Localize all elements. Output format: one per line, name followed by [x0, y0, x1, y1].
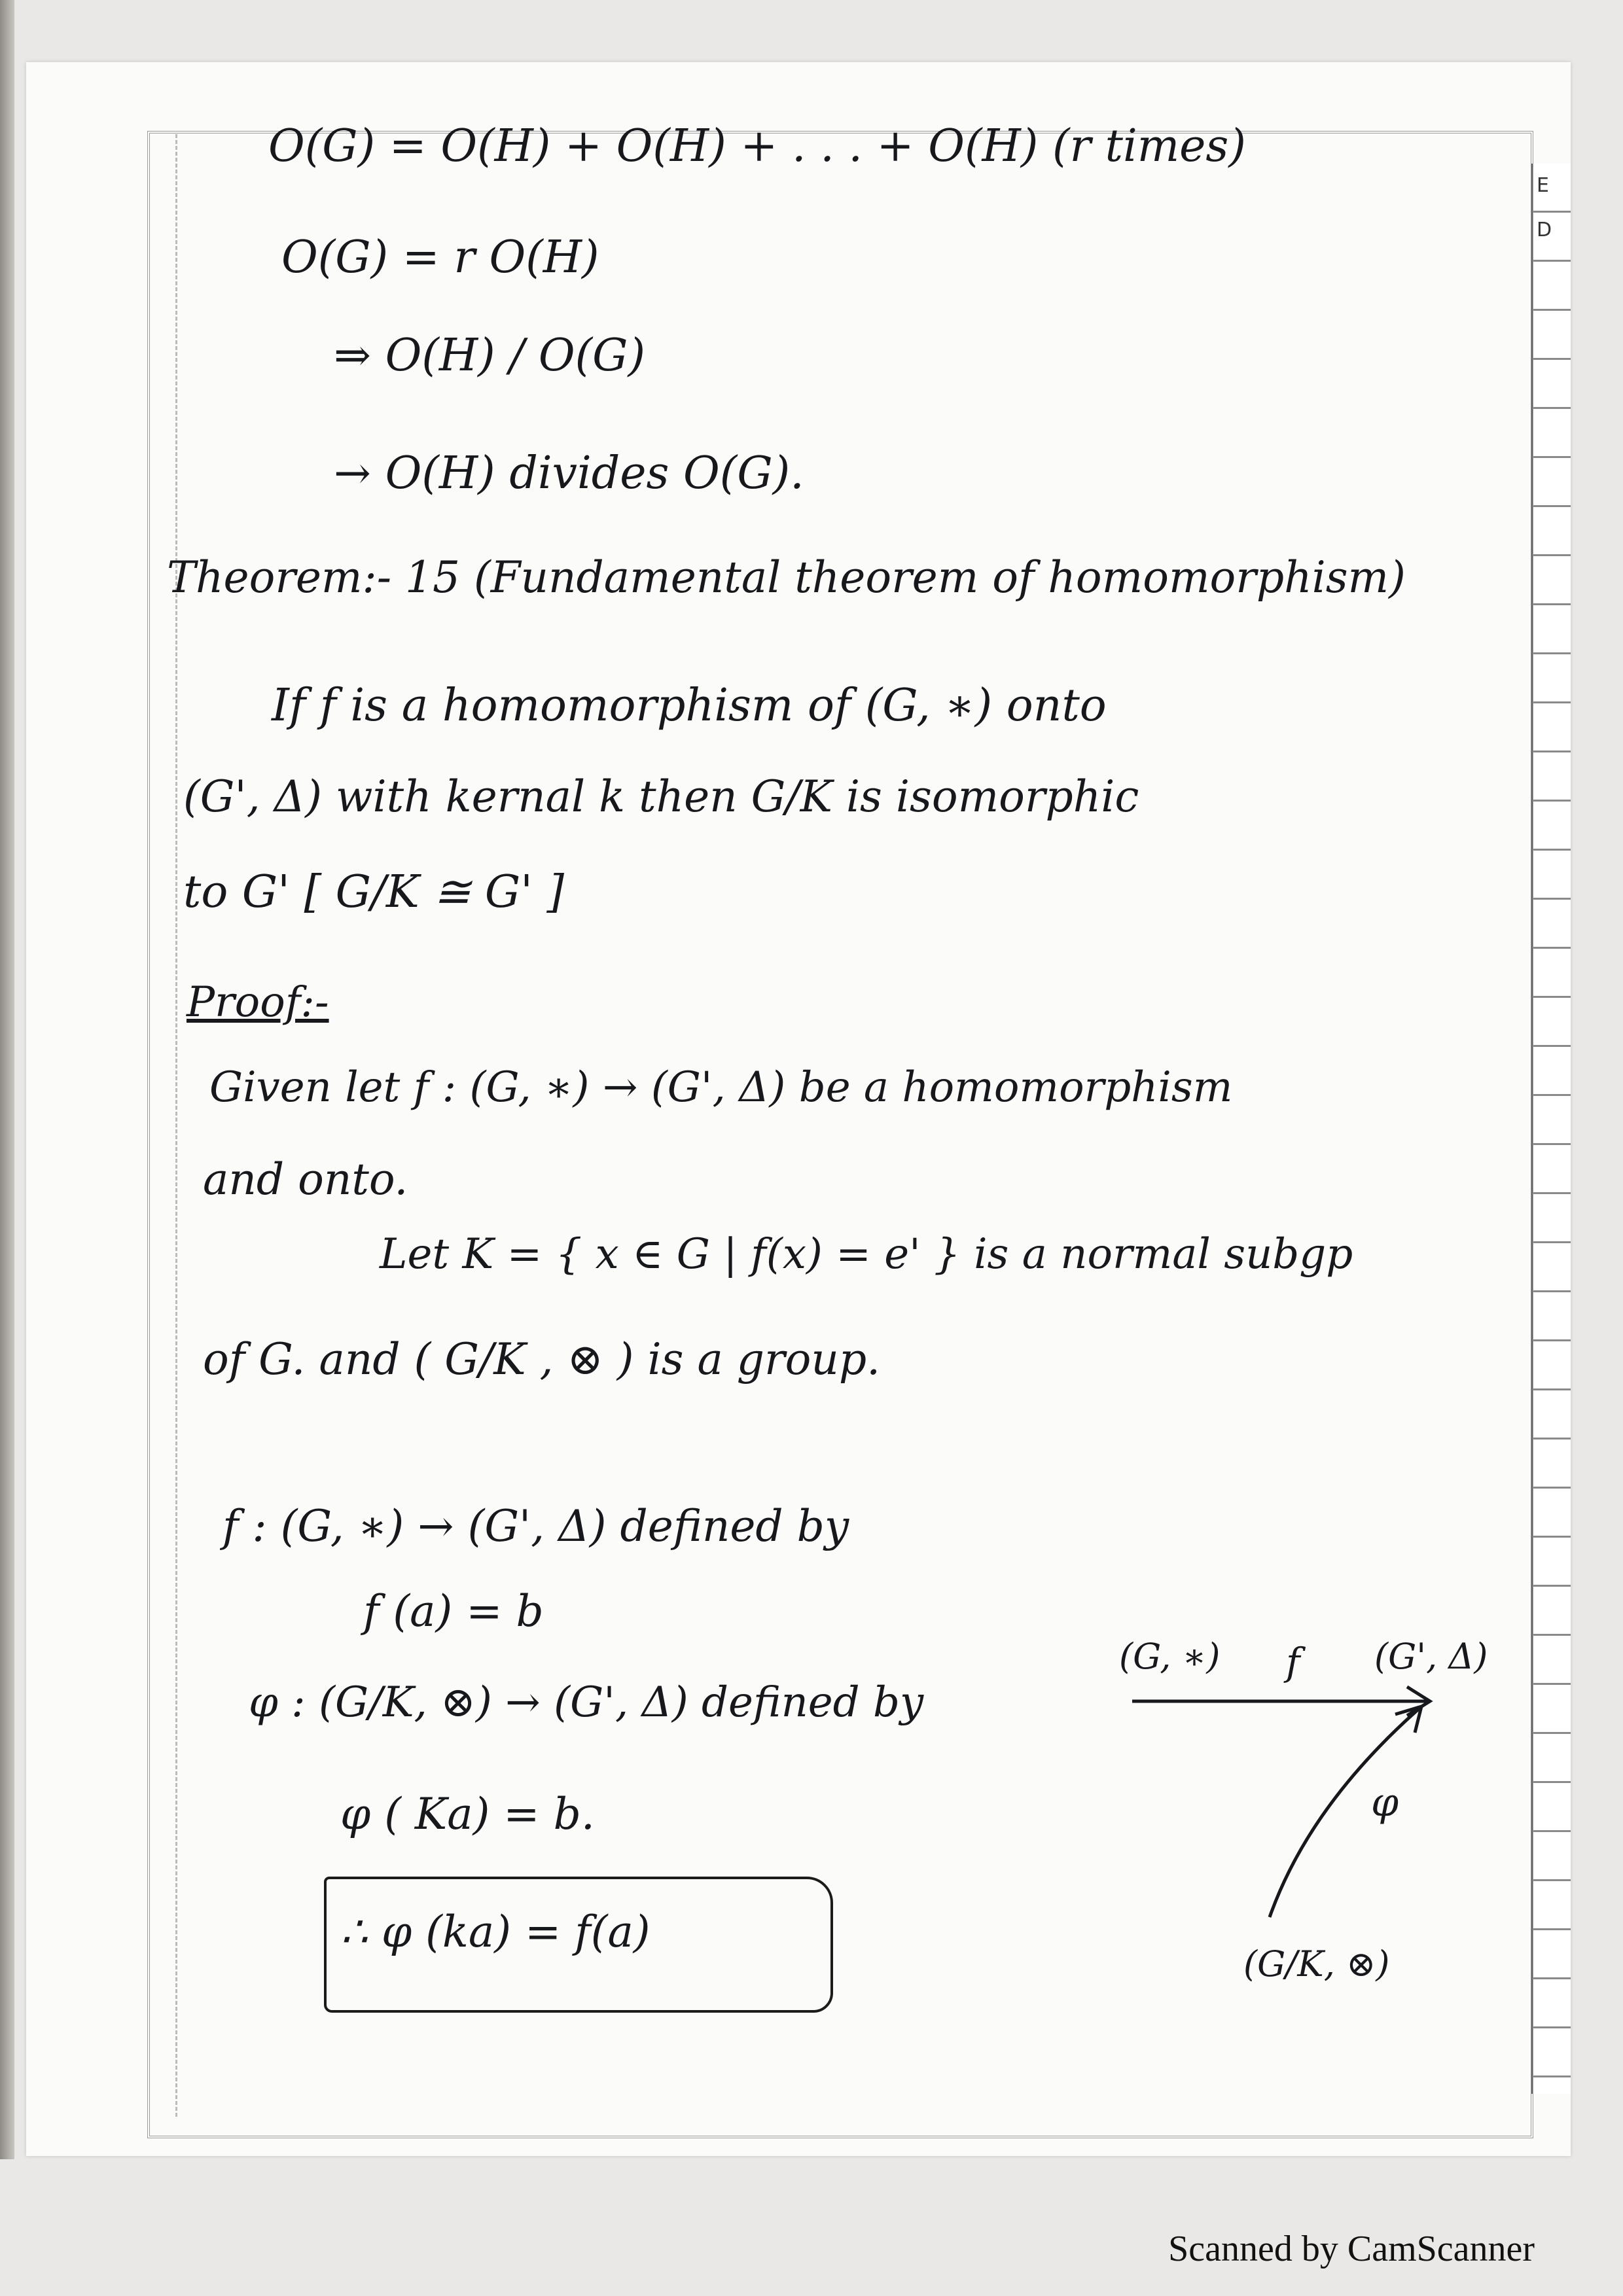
diagram-quotient: (G/K, ⊗): [1243, 1943, 1390, 1985]
order-divides-text: → O(H) divides O(G).: [334, 448, 804, 499]
theorem-line-3: to G' [ G/K ≅ G' ]: [183, 866, 565, 918]
diagram-target: (G', Δ): [1374, 1636, 1488, 1677]
equation-order-sum: O(G) = O(H) + O(H) + . . . + O(H) (r times): [268, 120, 1246, 172]
definition-phi: φ : (G/K, ⊗) → (G', Δ) defined by: [249, 1678, 924, 1727]
proof-heading: Proof:-: [187, 978, 329, 1027]
definition-phi-value: φ ( Ka) = b.: [340, 1789, 595, 1839]
proof-line-given: Given let f : (G, ∗) → (G', Δ) be a homomorphism: [209, 1063, 1233, 1112]
diagram-map-phi: φ: [1371, 1780, 1399, 1826]
proof-line-quotient: of G. and ( G/K , ⊗ ) is a group.: [203, 1334, 881, 1385]
edge-letter: D: [1537, 219, 1552, 241]
diagram-map-f: f: [1286, 1640, 1300, 1684]
implies-order-divides: ⇒ O(H) / O(G): [334, 330, 645, 381]
result-equation: ∴ φ (ka) = f(a): [340, 1907, 651, 1957]
homomorphism-diagram: [1113, 1610, 1531, 2002]
scanner-watermark: Scanned by CamScanner: [1168, 2229, 1535, 2269]
diagram-source: (G, ∗): [1119, 1636, 1221, 1677]
margin-line: [175, 134, 177, 2117]
proof-line-onto: and onto.: [203, 1154, 408, 1205]
adjacent-page-edge: [1531, 164, 1571, 2094]
equation-order-r: O(G) = r O(H): [281, 232, 599, 283]
definition-f: f : (G, ∗) → (G', Δ) defined by: [223, 1501, 849, 1551]
page-binding-shadow: [0, 0, 14, 2159]
theorem-line-1: If f is a homomorphism of (G, ∗) onto: [272, 680, 1107, 732]
definition-f-value: f (a) = b: [363, 1586, 544, 1636]
proof-line-kernel: Let K = { x ∈ G | f(x) = e' } is a normal subgp: [380, 1230, 1353, 1279]
edge-letter: E: [1537, 174, 1549, 197]
edge-letters: [1537, 164, 1552, 253]
theorem-heading: Theorem:- 15 (Fundamental theorem of homomorphism): [167, 552, 1406, 603]
theorem-line-2: (G', Δ) with kernal k then G/K is isomorphic: [183, 771, 1139, 822]
